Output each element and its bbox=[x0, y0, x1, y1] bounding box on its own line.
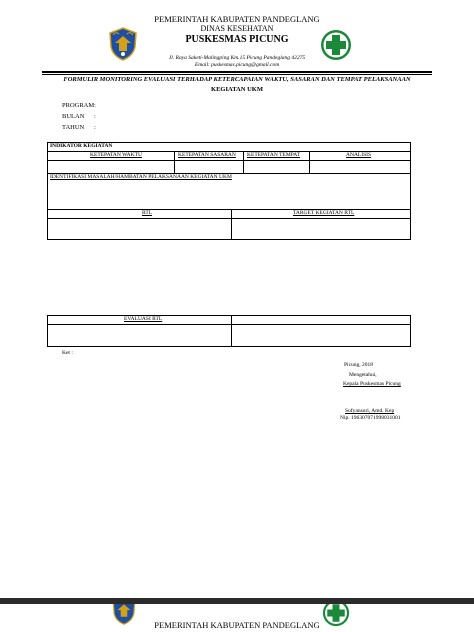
signature-place-date: Picung, 2018 bbox=[344, 362, 374, 368]
field-program-label: PROGRAM bbox=[62, 102, 95, 109]
form-title-line2: KEGIATAN UKM bbox=[211, 86, 263, 93]
letterhead-divider-thin bbox=[42, 74, 432, 75]
identifikasi-masalah-label: IDENTIFIKASI MASALAH/HAMBATAN PELAKSANAAN KEGIATAN UKM bbox=[50, 174, 232, 180]
form-title-line1: FORMULIR MONITORING EVALUASI TERHADAP KETERCAPAIAN WAKTU, SASARAN DAN TEMPAT PELAKSANAAN bbox=[63, 76, 411, 83]
col-ketepatan-tempat: KETEPATAN TEMPAT bbox=[247, 152, 300, 158]
letterhead-line2: DINAS KESEHATAN bbox=[200, 24, 274, 33]
letterhead-address: Jl. Raya Saketi-Malingping Km.15 Picung Pandeglang 42275 bbox=[168, 55, 306, 61]
target-kegiatan-rtl-label: TARGET KEGIATAN RTL bbox=[293, 210, 355, 216]
field-tahun-sep: : bbox=[94, 124, 96, 131]
table-rule bbox=[309, 151, 310, 173]
document-page-2 bbox=[0, 604, 474, 632]
field-tahun-label: TAHUN bbox=[62, 124, 85, 131]
field-program-sep: : bbox=[94, 102, 96, 109]
table-rule bbox=[47, 209, 411, 210]
ket-label: Ket : bbox=[62, 350, 73, 356]
col-ketepatan-waktu: KETEPATAN WAKTU bbox=[90, 152, 142, 158]
signature-nip: Nip. 196307071998031001 bbox=[340, 415, 401, 421]
table-rule bbox=[243, 151, 244, 173]
signature-name: Sofyansuri, Amd. Kep bbox=[345, 408, 395, 414]
indicator-table-header: INDIKATOR KEGIATAN bbox=[50, 143, 113, 149]
col-ketepatan-sasaran: KETEPATAN SASARAN bbox=[178, 152, 236, 158]
table-rule bbox=[47, 160, 411, 161]
rtl-label: RTL bbox=[142, 210, 153, 216]
table-rule bbox=[47, 218, 411, 219]
letterhead-divider-thick bbox=[42, 71, 432, 73]
letterhead-line1: PEMERINTAH KABUPATEN PANDEGLANG bbox=[154, 14, 320, 24]
evaluasi-rtl-label: EVALUASI RTL bbox=[124, 316, 163, 322]
table-rule bbox=[47, 324, 411, 325]
evaluasi-table bbox=[47, 315, 411, 347]
field-bulan-label: BULAN bbox=[62, 113, 85, 120]
signature-approval: Mengetahui, bbox=[349, 372, 377, 378]
table-rule bbox=[174, 151, 175, 173]
table-rule bbox=[231, 209, 232, 240]
letterhead-line3: PUSKESMAS PICUNG bbox=[185, 34, 289, 45]
signature-position: Kepala Puskesmas Picung bbox=[343, 381, 401, 387]
field-bulan-sep: : bbox=[94, 113, 96, 120]
letterhead-email: Email: puskesmas.picung@gmail.com bbox=[194, 62, 280, 68]
table-rule bbox=[231, 315, 232, 347]
page2-letterhead-line1: PEMERINTAH KABUPATEN PANDEGLANG bbox=[154, 620, 320, 630]
col-analisis: ANALISIS bbox=[346, 152, 372, 158]
